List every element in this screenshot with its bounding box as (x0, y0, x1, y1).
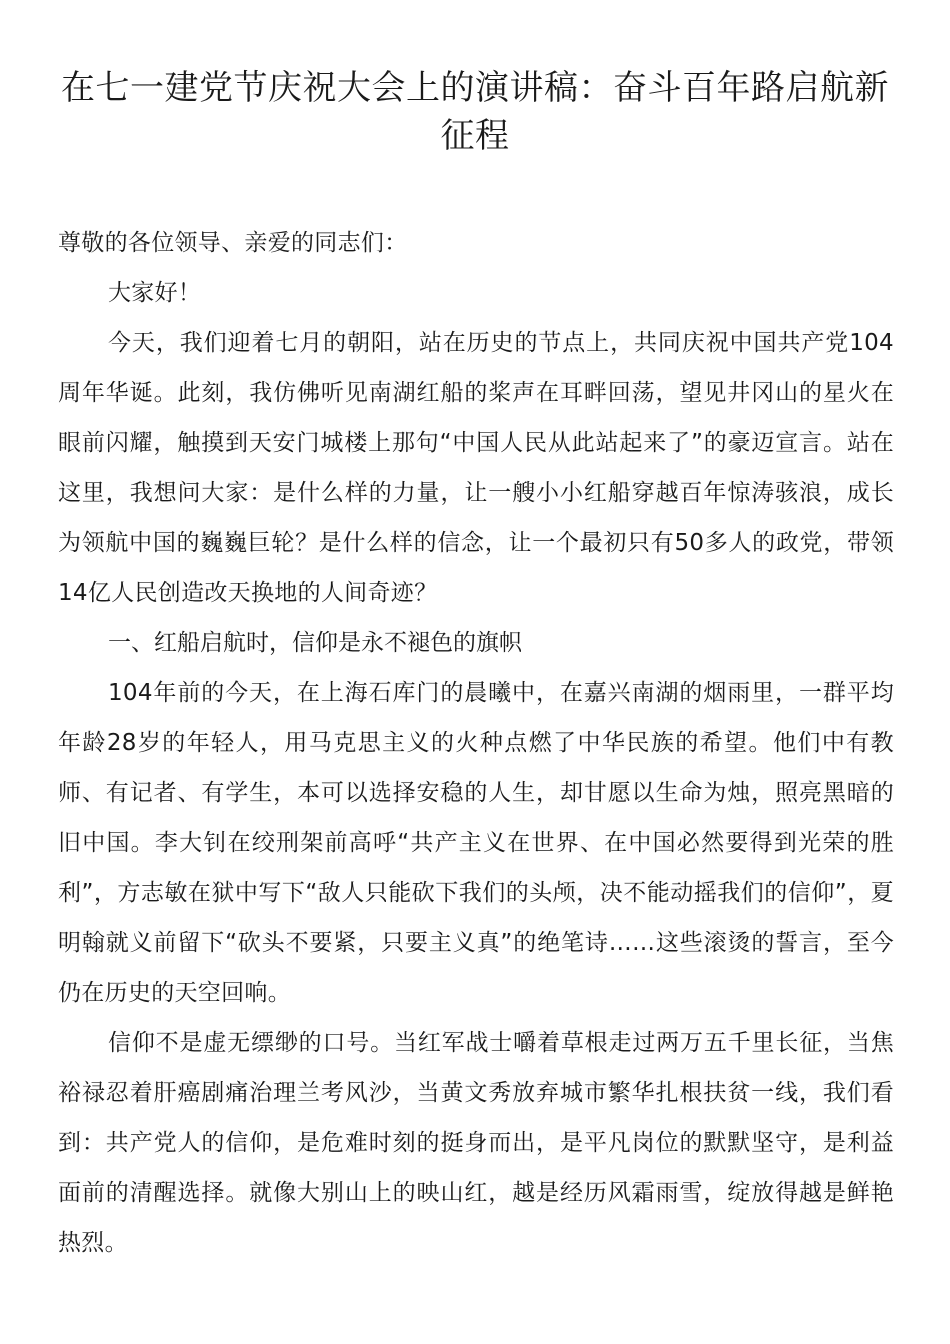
document-title: 在七一建党节庆祝大会上的演讲稿：奋斗百年路启航新征程 (61, 68, 889, 156)
greeting: 大家好！ (108, 280, 202, 306)
salutation: 尊敬的各位领导、亲爱的同志们： (58, 230, 408, 256)
section-paragraph: 104年前的今天，在上海石库门的晨曦中，在嘉兴南湖的烟雨里，一群平均年龄28岁的年轻人，用马克思主义的火种点燃了中华民族的希望。他们中有教师、有记者、有学生，本可以选择安稳的人生，却甘愿以生命为烛，照亮黑暗的旧中国。李大钊在绞刑架前高呼“共产主义在世界、在中国必然要得到光荣的胜利”，方志敏在狱中写下“敌人只能砍下我们的头颅，决不能动摇我们的信仰”，夏明翰就义前留下“砍头不要紧，只要主义真”的绝笔诗……这些滚烫的誓言，至今仍在历史的天空回响。 (58, 680, 894, 1006)
section-paragraph: 信仰不是虚无缥缈的口号。当红军战士嚼着草根走过两万五千里长征，当焦裕禄忍着肝癌剧痛治理兰考风沙，当黄文秀放弃城市繁华扎根扶贫一线，我们看到：共产党人的信仰，是危难时刻的挺身而出，是平凡岗位的默默坚守，是利益面前的清醒选择。就像大别山上的映山红，越是经历风霜雨雪，绽放得越是鲜艳热烈。 (58, 1030, 894, 1256)
document-body (58, 218, 894, 1268)
section-heading: 一、红船启航时，信仰是永不褪色的旗帜 (108, 630, 522, 656)
intro-paragraph: 今天，我们迎着七月的朝阳，站在历史的节点上，共同庆祝中国共产党104周年华诞。此刻，我仿佛听见南湖红船的桨声在耳畔回荡，望见井冈山的星火在眼前闪耀，触摸到天安门城楼上那句“中国人民从此站起来了”的豪迈宣言。站在这里，我想问大家：是什么样的力量，让一艘小小红船穿越百年惊涛骇浪，成长为领航中国的巍巍巨轮？是什么样的信念，让一个最初只有50多人的政党，带领14亿人民创造改天换地的人间奇迹？ (58, 330, 894, 606)
